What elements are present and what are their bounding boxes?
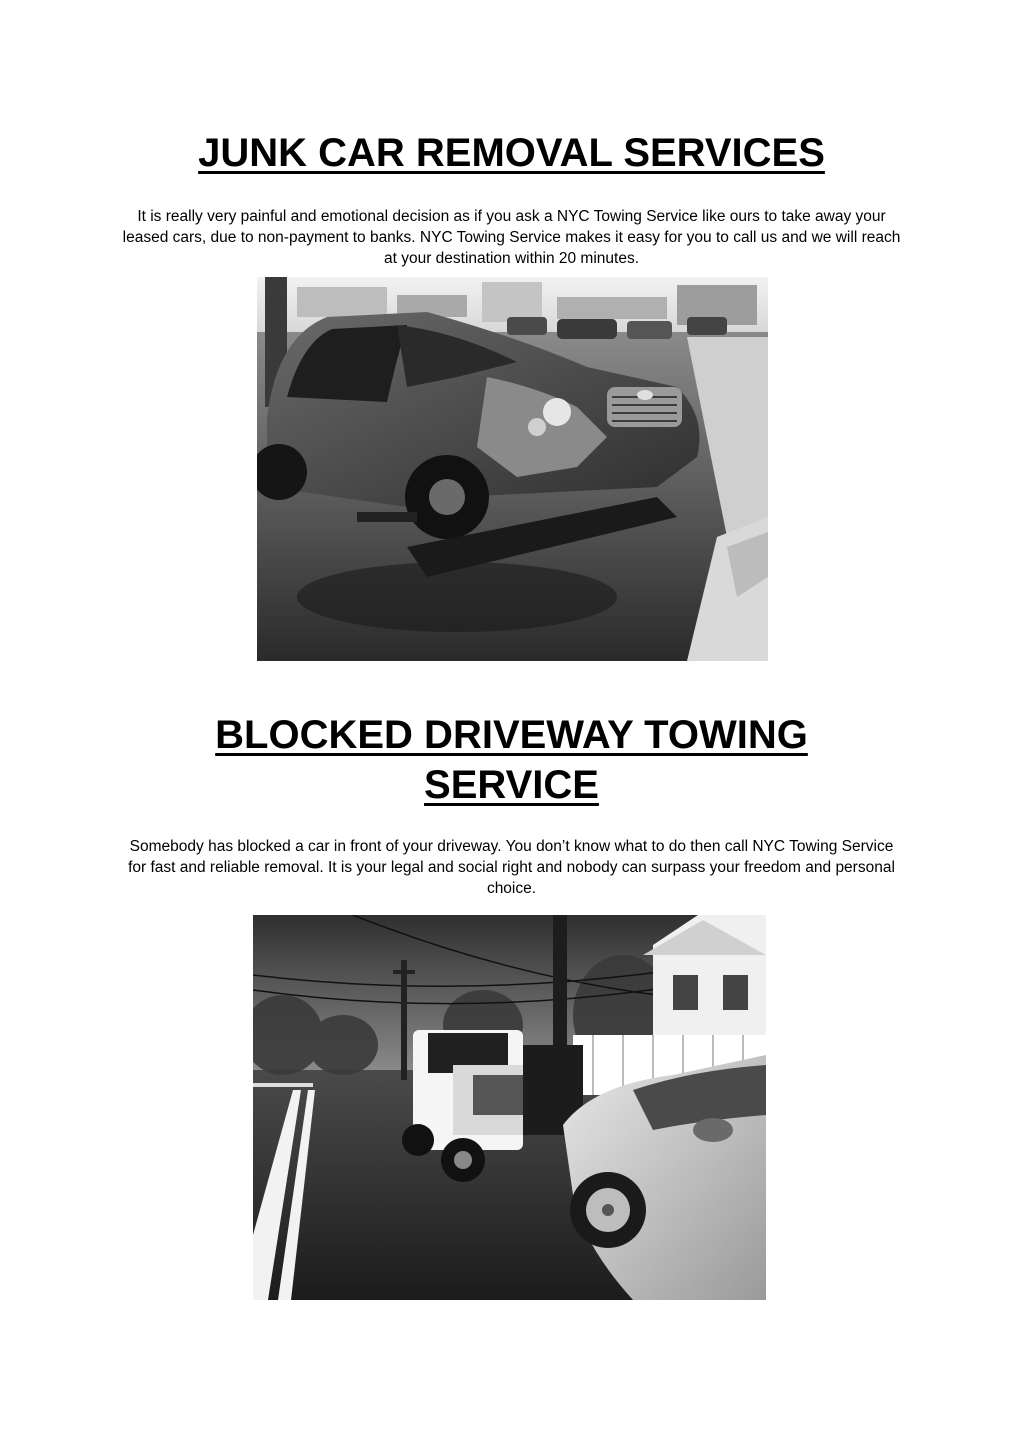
junk-car-heading-text: JUNK CAR REMOVAL SERVICES — [198, 131, 825, 175]
blocked-driveway-heading — [0, 710, 1023, 810]
blocked-driveway-paragraph: Somebody has blocked a car in front of your driveway. You don’t know what to do then call NYC Towing Service for fast and reliable removal. It is your legal and social right and nobody can surpass your freedom and personal choice. — [128, 838, 895, 897]
junk-car-heading — [0, 128, 1023, 178]
junk-car-paragraph: It is really very painful and emotional decision as if you ask a NYC Towing Service like ours to take away your leased cars, due to non-payment to banks. NYC Towing Service makes it easy for you to call us and we will reach at your destination within 20 minutes. — [122, 208, 901, 267]
blocked-driveway-heading-line2: SERVICE — [424, 763, 599, 807]
wrecked-car-photo — [257, 277, 768, 661]
blocked-driveway-heading-line1: BLOCKED DRIVEWAY TOWING — [215, 713, 808, 757]
tow-truck-photo — [253, 915, 766, 1300]
